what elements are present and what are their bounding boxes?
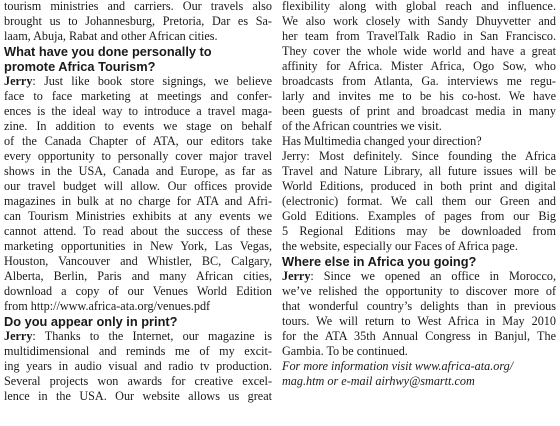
speaker-name: Jerry <box>282 269 311 283</box>
body-line: for the ATA 35th Annual Congress in Banjul, The <box>282 329 556 343</box>
body-line: World Editions, produced in both print and digital <box>282 179 556 193</box>
body-line: Gold Editions. Examples of pages from our Big <box>282 209 556 223</box>
speaker-name: Jerry <box>4 329 33 343</box>
answer-text: : Since we opened an office in Morocco, <box>310 269 556 283</box>
body-line: affinity for Africa. Mister Africa, Ogo Sow, who <box>282 59 556 73</box>
body-line: ing years in audio visual and radio tv production. <box>4 359 272 373</box>
body-line: We also work closely with Sandy Dhuyvetter and <box>282 14 556 28</box>
answer-first-line <box>4 329 272 344</box>
body-line: her team from TravelTalk Radio in San Francisco. <box>282 29 556 43</box>
body-line: multidimensional and reminds me of my excit- <box>4 344 272 358</box>
body-line: ences is the ideal way to introduce a travel maga- <box>4 104 272 118</box>
body-line: that wonderful country’s delights than in previous <box>282 299 556 313</box>
body-line: of the African countries we visit. <box>282 119 442 133</box>
body-line: tourism ministries and carriers. Our travels also <box>4 0 272 13</box>
body-line: been guests of print and broadcast media in many <box>282 104 556 118</box>
body-line: Alberta, Berlin, Paris and many African cities, <box>4 269 272 283</box>
speaker-name: Jerry <box>4 74 33 88</box>
question-heading: What have you done personally to <box>4 44 212 59</box>
answer-first-line <box>282 269 556 284</box>
body-line: marketing opportunities in New York, Las Vegas, <box>4 239 272 253</box>
body-line: They cover the whole wide world and have a great <box>282 44 556 58</box>
answer-text: : Just like book store signings, we believe <box>32 74 272 88</box>
body-line: larly and invites me to be his co-host. We have <box>282 89 556 103</box>
answer-text: : Thanks to the Internet, our magazine is <box>32 329 272 343</box>
body-line: download a copy of our Venues World Edition <box>4 284 272 298</box>
body-line: our travel budget will allow. Our offices provide <box>4 179 272 193</box>
body-line: lence in the USA. Our website allows us great <box>4 389 272 403</box>
body-line: Houston, Vancouver and Whistler, BC, Calgary, <box>4 254 272 268</box>
answer-first-line <box>4 74 272 89</box>
body-line: Jerry: Most definitely. Since founding the Africa <box>282 149 556 163</box>
left-column <box>4 0 272 404</box>
body-line: tours. We will return to West Africa in May 2010 <box>282 314 556 328</box>
body-line: flexibility along with global reach and influence. <box>282 0 556 13</box>
body-line: can Tourism Ministries exhibits at any events we <box>4 209 272 223</box>
body-line: Has Multimedia changed your direction? <box>282 134 482 148</box>
body-line: laam, Abuja, Rabat and other African cities. <box>4 29 218 43</box>
body-line: magazines in bulk at no charge for ATA and Afri- <box>4 194 272 208</box>
body-line: broadcasts from Atlanta, Ga. interviews me regu- <box>282 74 556 88</box>
body-line: the website, especially our Faces of Africa page. <box>282 239 518 253</box>
question-heading: Where else in Africa you going? <box>282 254 477 269</box>
body-line: brought us to Johannesburg, Pretoria, Dar es Sa- <box>4 14 272 28</box>
body-line: shows in the USA, Canada and Europe, as far as <box>4 164 272 178</box>
more-info-link[interactable]: mag.htm or e-mail airhwy@smartt.com <box>282 374 475 388</box>
body-line: of the Canada Chapter of ATA, our editors take <box>4 134 272 148</box>
more-info-link[interactable]: For more information visit www.africa-ata.org/ <box>282 359 514 373</box>
right-column <box>282 0 556 389</box>
body-line: Several projects won awards for creative excel- <box>4 374 272 388</box>
body-line: we’ve relished the opportunity to discover more of <box>282 284 556 298</box>
body-line: 5 Regional Editions may be downloaded from <box>282 224 556 238</box>
body-line: zine. In addition to events we stage on behalf <box>4 119 272 133</box>
question-heading: Do you appear only in print? <box>4 314 178 329</box>
body-line: every opportunity to personally cover major travel <box>4 149 272 163</box>
question-heading: promote Africa Tourism? <box>4 59 156 74</box>
body-line: Travel and Nature Library, all future issues will be <box>282 164 556 178</box>
venues-link[interactable]: from http://www.africa-ata.org/venues.pdf <box>4 299 211 313</box>
body-line: cannot attend. To read about the success of these <box>4 224 272 238</box>
body-line: (electronic) format. We call them our Green and <box>282 194 556 208</box>
body-line: face to face marketing at meetings and confer- <box>4 89 272 103</box>
body-line: Gambia. To be continued. <box>282 344 408 358</box>
